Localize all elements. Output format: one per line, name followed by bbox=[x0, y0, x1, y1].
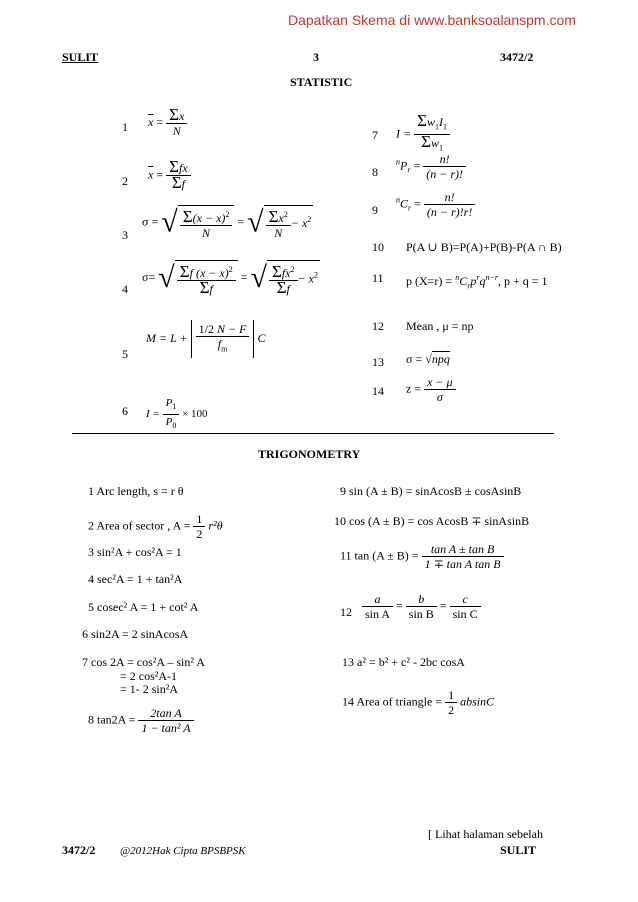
formula-binomial-std: σ = √npq bbox=[406, 352, 450, 366]
page-number: 3 bbox=[313, 50, 319, 64]
formula-index-number: I = $\frac{P_1}{P_0}$ × 100 bbox=[146, 397, 208, 431]
trig-arc-length: 1 Arc length, s = r θ bbox=[88, 484, 184, 498]
trigonometry-title: TRIGONOMETRY bbox=[258, 447, 361, 461]
formula-mean-ungrouped: $\overline{x}$ = $\frac{\Sigma x}{N}$ bbox=[148, 108, 187, 138]
trig-number-12: 12 bbox=[340, 605, 352, 619]
trig-identity-5: 5 cosec² A = 1 + cot² A bbox=[88, 600, 199, 614]
formula-number-9: 9 bbox=[372, 203, 378, 217]
formula-median: M = L + $\frac{1/2 N - F}{f_m}$ C bbox=[146, 320, 265, 358]
formula-number-14: 14 bbox=[372, 384, 384, 398]
formula-std-dev-grouped: σ= √ $\frac{\Sigma f (x - x)^2}{\Sigma f}$ = √ $\frac{\Sigma fx^2}{\Sigma f}$ − $x^2$ bbox=[142, 261, 318, 297]
trig-cosine-rule: 13 a² = b² + c² - 2bc cosA bbox=[342, 655, 465, 669]
website-banner: Dapatkan Skema di www.banksoalanspm.com bbox=[288, 12, 576, 28]
trig-identity-7c: = 1- 2 sin²A bbox=[120, 682, 179, 696]
formula-combination: $^nC_r$ = $\frac{n!}{(n - r)!r!}$ bbox=[396, 190, 475, 219]
trig-identity-4: 4 sec²A = 1 + tan²A bbox=[88, 572, 183, 586]
formula-number-2: 2 bbox=[122, 174, 128, 188]
formula-probability-union: P(A ∪ B)=P(A)+P(B)-P(A ∩ B) bbox=[406, 240, 562, 254]
formula-number-13: 13 bbox=[372, 355, 384, 369]
formula-number-8: 8 bbox=[372, 165, 378, 179]
next-page-note: [ Lihat halaman sebelah bbox=[428, 827, 543, 841]
footer-paper-code: 3472/2 bbox=[62, 843, 96, 857]
trig-identity-7b: = 2 cos²A-1 bbox=[120, 669, 178, 683]
formula-permutation: $^nP_r$ = $\frac{n!}{(n - r)!}$ bbox=[396, 152, 466, 181]
trig-area-sector: 2 Area of sector , A = $\frac{1}{2}$ r²θ bbox=[88, 512, 223, 541]
formula-number-11: 11 bbox=[372, 271, 384, 285]
statistic-title: STATISTIC bbox=[290, 75, 353, 89]
trig-identity-6: 6 sin2A = 2 sinAcosA bbox=[82, 627, 189, 641]
header-sulit: SULIT bbox=[62, 50, 99, 64]
formula-number-5: 5 bbox=[122, 347, 128, 361]
trig-cos-sum: 10 cos (A ± B) = cos AcosB ∓ sinAsinB bbox=[334, 514, 530, 528]
section-divider bbox=[72, 433, 554, 434]
footer-sulit: SULIT bbox=[500, 843, 537, 857]
formula-z-score: z = $\frac{x - \mu}{\sigma}$ bbox=[406, 375, 456, 404]
formula-number-12: 12 bbox=[372, 319, 384, 333]
formula-mean-grouped: $\overline{x}$ = $\frac{\text{Σfx}}{\Sigma f}$ bbox=[148, 160, 191, 191]
formula-number-3: 3 bbox=[122, 228, 128, 242]
formula-number-10: 10 bbox=[372, 240, 384, 254]
formula-std-dev-ungrouped: σ = √ $\frac{\Sigma(x - x)^2}{N}$ = √ $\frac{\Sigma x^2}{N}$ − $x^2$ bbox=[142, 205, 312, 240]
trig-identity-7a: 7 cos 2A = cos²A – sin² A bbox=[82, 655, 205, 669]
formula-number-6: 6 bbox=[122, 404, 128, 418]
trig-area-triangle: 14 Area of triangle = $\frac{1}{2}$ absinC bbox=[342, 688, 495, 717]
formula-number-7: 7 bbox=[372, 128, 378, 142]
formula-number-1: 1 bbox=[122, 120, 128, 134]
paper-code: 3472/2 bbox=[500, 50, 534, 64]
formula-binomial: p $(X=r) = ^nC_rp^rq^{n-r}$, p + q = 1 bbox=[406, 273, 548, 291]
formula-weighted-index: I = $\frac{\Sigma w_1I_1}{\Sigma w_1}$ bbox=[396, 114, 450, 156]
formula-binomial-mean: Mean , μ = np bbox=[406, 319, 474, 333]
trig-identity-3: 3 sin²A + cos²A = 1 bbox=[88, 545, 182, 559]
trig-double-tan: 8 tan2A = $\frac{\text{2tan A}}{\text{1 − tan² A}}$ bbox=[88, 706, 194, 735]
formula-number-4: 4 bbox=[122, 282, 128, 296]
trig-sine-rule: $\frac{a}{\text{sin A}}$ = $\frac{b}{\text{sin B}}$ = $\frac{c}{\text{sin C}}$ bbox=[362, 592, 481, 621]
trig-tan-sum: 11 tan (A ± B) = $\frac{\text{tan A ± tan B}}{\text{1 ∓ tan A tan B}}$ bbox=[340, 542, 504, 571]
trig-sin-sum: 9 sin (A ± B) = sinAcosB ± cosAsinB bbox=[340, 484, 522, 498]
copyright-notice: @2012Hak Cipta BPSBPSK bbox=[120, 845, 246, 857]
